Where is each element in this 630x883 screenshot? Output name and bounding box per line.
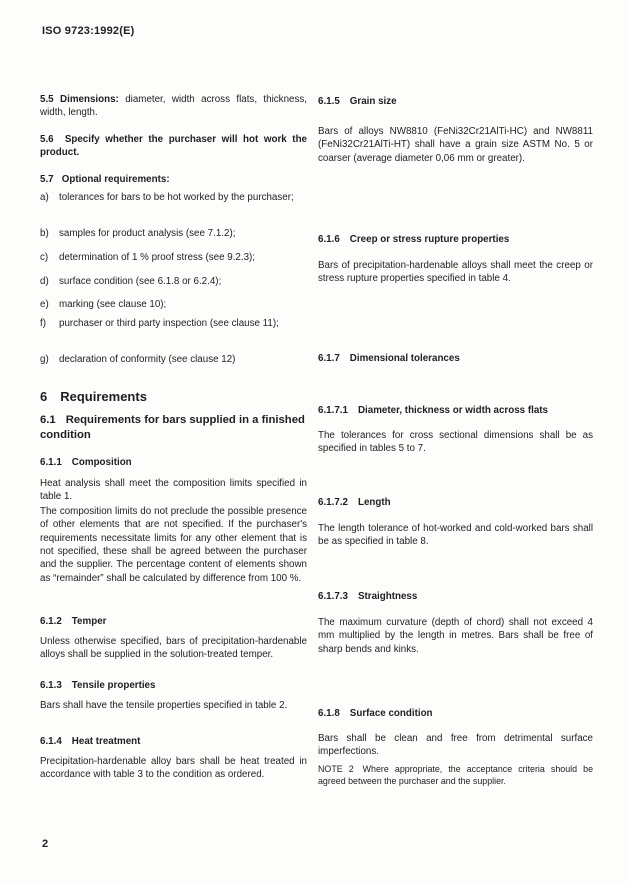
section-title: Surface condition: [349, 707, 433, 719]
section-number: 6: [40, 389, 48, 404]
list-text: declaration of conformity (see clause 12): [59, 354, 236, 365]
heading-6-1-5: [318, 95, 593, 108]
heading-6-1-2: [40, 615, 307, 628]
section-5-5: [40, 93, 307, 120]
list-text: samples for product analysis (see 7.1.2);: [59, 228, 236, 239]
section-number: 5.6: [40, 133, 54, 145]
list-text: purchaser or third party inspection (see clause 11);: [59, 318, 279, 329]
section-title: Composition: [71, 456, 132, 468]
heading-6-1-7-3: [318, 590, 593, 603]
list-text: surface condition (see 6.1.8 or 6.2.4);: [59, 276, 222, 287]
list-item-c: [40, 251, 307, 264]
list-text: marking (see clause 10);: [59, 299, 167, 310]
section-title: Straightness: [357, 590, 418, 602]
section-5-7: [40, 173, 307, 186]
section-title: Length: [357, 496, 391, 508]
heading-6-1-3: [40, 679, 307, 692]
list-item-f: [40, 317, 307, 330]
list-item-a: [40, 191, 307, 204]
paragraph: The composition limits do not preclude the possible presence of other elements that are not specified. If the purchaser's requirements necessitate limits for any other element that is not specified, these shall be agreed between the purchaser and the supplier. The percentage content of elements shown as “remainder” shall be calculated by difference from 100 %.: [40, 505, 307, 584]
section-5-6: [40, 133, 307, 160]
section-number: 6.1.8: [318, 707, 340, 719]
running-header: ISO 9723:1992(E): [42, 25, 135, 37]
heading-6: [40, 389, 307, 405]
section-title: Dimensions:: [60, 93, 119, 105]
section-number: 6.1.5: [318, 95, 340, 107]
paragraph: Bars shall have the tensile properties specified in table 2.: [40, 699, 288, 711]
note-2: [318, 763, 593, 787]
list-marker: g): [40, 354, 49, 365]
paragraph: Precipitation-hardenable alloy bars shall be heat treated in accordance with table 3 to the condition as ordered.: [40, 755, 307, 781]
section-number: 6.1: [40, 414, 56, 427]
section-number: 6.1.3: [40, 679, 62, 691]
section-number: 6.1.1: [40, 456, 62, 468]
paragraph: Bars of alloys NW8810 (FeNi32Cr21AlTi-HC) and NW8811 (FeNi32Cr21AlTi-HT) shall have a grain size ASTM No. 5 or coarser (average diameter 0,06 mm or greater).: [318, 125, 593, 164]
heading-6-1-6: [318, 233, 593, 246]
list-item-b: [40, 227, 307, 240]
right-column: [318, 0, 593, 883]
paragraph: Bars shall be clean and free from detrimental surface imperfections.: [318, 732, 593, 758]
list-marker: d): [40, 276, 49, 287]
section-number: 6.1.7.3: [318, 590, 348, 602]
heading-6-1-8: [318, 707, 593, 720]
list-marker: a): [40, 192, 49, 203]
list-marker: e): [40, 299, 49, 310]
paragraph: Bars of precipitation-hardenable alloys shall meet the creep or stress rupture properties specified in table 4.: [318, 259, 593, 285]
section-title: Dimensional tolerances: [349, 352, 460, 364]
section-title: Optional requirements:: [61, 173, 170, 185]
list-item-g: [40, 353, 307, 366]
heading-6-1-4: [40, 735, 307, 748]
list-text: tolerances for bars to be hot worked by the purchaser;: [59, 192, 294, 203]
list-marker: f): [40, 318, 46, 329]
paragraph: The tolerances for cross sectional dimensions shall be as specified in tables 5 to 7.: [318, 429, 593, 455]
heading-6-1-1: [40, 456, 307, 469]
section-number: 6.1.6: [318, 233, 340, 245]
list-text: determination of 1 % proof stress (see 9.2.3);: [59, 252, 256, 263]
paragraph: Heat analysis shall meet the composition limits specified in table 1.: [40, 477, 307, 503]
list-item-e: [40, 298, 307, 311]
note-label: NOTE 2: [318, 763, 354, 774]
list-marker: b): [40, 228, 49, 239]
section-number: 6.1.2: [40, 615, 62, 627]
section-number: 6.1.4: [40, 735, 62, 747]
section-title: Creep or stress rupture properties: [349, 233, 510, 245]
section-title: Tensile properties: [71, 679, 156, 691]
list-marker: c): [40, 252, 49, 263]
section-number: 5.7: [40, 173, 54, 185]
heading-6-1-7-2: [318, 496, 593, 509]
section-number: 5.5: [40, 93, 54, 105]
section-title: Grain size: [349, 95, 397, 107]
section-title: Requirements: [60, 389, 147, 404]
paragraph: The maximum curvature (depth of chord) shall not exceed 4 mm multiplied by the length in metres. Bars shall be free of sharp bends and kinks.: [318, 616, 593, 655]
section-title: Temper: [71, 615, 107, 627]
left-column: [40, 0, 307, 883]
section-title: Requirements for bars supplied in a finished condition: [40, 414, 305, 441]
paragraph: The length tolerance of hot-worked and cold-worked bars shall be as specified in table 8.: [318, 522, 593, 548]
page-number: 2: [42, 838, 49, 850]
section-number: 6.1.7.1: [318, 404, 348, 416]
section-number: 6.1.7: [318, 352, 340, 364]
heading-6-1-7: [318, 352, 593, 365]
heading-6-1: [40, 413, 307, 442]
section-title: Heat treatment: [71, 735, 141, 747]
note-text: Where appropriate, the acceptance criteria should be agreed between the purchaser and the supplier.: [318, 763, 593, 787]
section-number: 6.1.7.2: [318, 496, 348, 508]
paragraph: Unless otherwise specified, bars of precipitation-hardenable alloys shall be supplied in the solution-treated temper.: [40, 635, 307, 661]
section-title: Diameter, thickness or width across flats: [357, 404, 548, 416]
list-item-d: [40, 275, 307, 288]
section-title: Specify whether the purchaser will hot work the product.: [40, 133, 307, 159]
section-text: diameter, width across flats, thickness, width, length.: [40, 93, 307, 119]
heading-6-1-7-1: [318, 404, 593, 417]
